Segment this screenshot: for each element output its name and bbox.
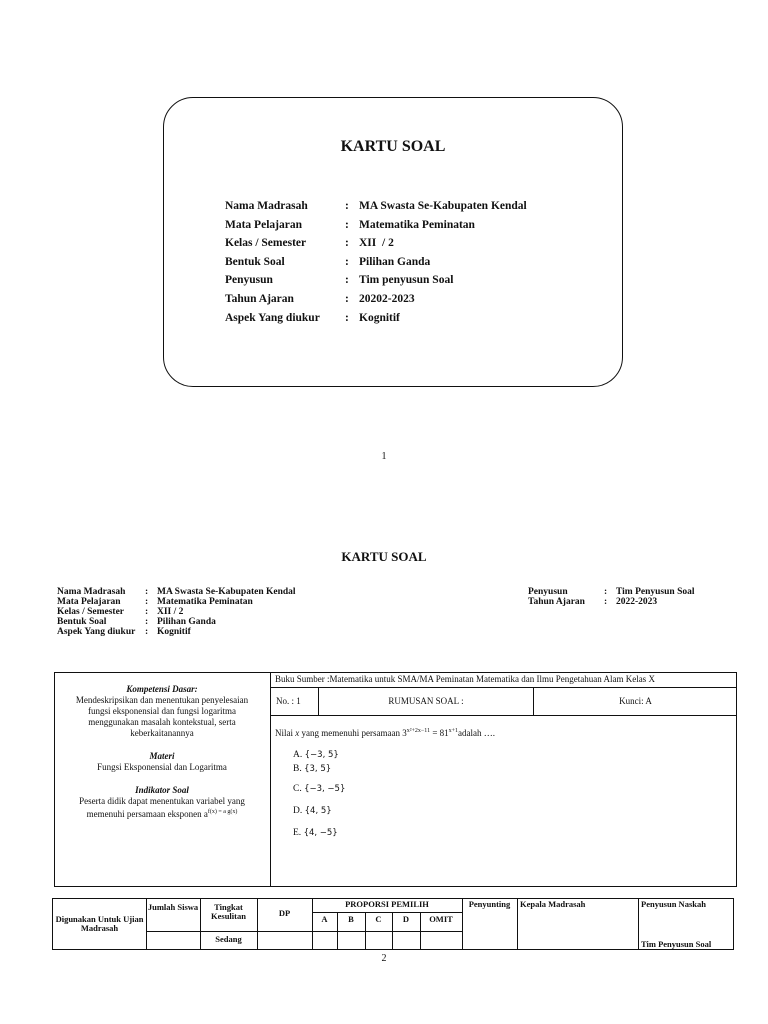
materi-text: Fungsi Eksponensial dan Logaritma [97, 762, 227, 772]
info-row: Penyusun : Tim penyusun Soal [225, 274, 454, 287]
option-d: D. {4, 5} [293, 806, 332, 816]
proporsi-col-a: A [321, 914, 328, 924]
info-row: Mata Pelajaran : Matematika Peminatan [225, 218, 475, 231]
rumusan-soal-label: RUMUSAN SOAL : [319, 688, 534, 715]
option-b: B. {3, 5} [293, 764, 332, 774]
penyusun-naskah-label: Penyusun Naskah [641, 899, 706, 909]
tingkat-kesulitan-value: Sedang [215, 934, 242, 944]
dp-label: DP [278, 908, 291, 918]
materi-header: Materi [149, 751, 175, 761]
info-row: Bentuk Soal : Pilihan Ganda [57, 617, 216, 627]
buku-sumber: Buku Sumber :Matematika untuk SMA/MA Peminatan Matematika dan Ilmu Pengetahuan Alam Kelas X [271, 672, 737, 688]
info-row: Aspek Yang diukur : Kognitif [225, 311, 400, 324]
answer-key: Kunci: A [619, 696, 652, 706]
info-row: Nama Madrasah : MA Swasta Se-Kabupaten Kendal [225, 200, 527, 212]
info-row: Mata Pelajaran : Matematika Peminatan [57, 597, 253, 607]
info-row: Aspek Yang diukur : Kognitif [57, 627, 191, 637]
review-table [52, 898, 734, 950]
question-number: No. : 1 [271, 688, 319, 715]
used-for-label: Digunakan Untuk Ujian Madrasah [55, 914, 144, 933]
indikator-math: f(x) = a g(x) [207, 809, 238, 815]
tingkat-kesulitan-label: Tingkat Kesulitan [211, 902, 246, 921]
materi-block [54, 751, 270, 773]
info-row: Kelas / Semester : XII / 2 [57, 607, 184, 617]
header-info-left [57, 587, 296, 637]
penyusun-naskah-value: Tim Penyusun Soal [641, 939, 712, 949]
option-e: E. {4, −5} [293, 828, 338, 838]
proporsi-label: PROPORSI PEMILIH [345, 899, 429, 909]
proporsi-col-b: B [348, 914, 354, 924]
cover-info [225, 200, 527, 330]
option-c: C. {−3, −5} [293, 784, 346, 794]
kompetensi-text: Mendeskripsikan dan menentukan penyelesaian fungsi eksponensial dan fungsi logaritma menggunakan masalah kontekstual, serta keberkaitanannya [75, 695, 249, 738]
info-row: Tahun Ajaran : 20202-2023 [225, 292, 415, 305]
page-number: 2 [381, 953, 387, 964]
indikator-text: Peserta didik dapat menentukan variabel yang memenuhi persamaan eksponen $a^{f(x) = a g(x)}$ [79, 796, 245, 819]
page-number: 1 [381, 451, 387, 462]
indikator-block [54, 785, 270, 820]
proporsi-col-d: D [402, 914, 410, 924]
proporsi-col-omit: OMIT [429, 914, 453, 924]
jumlah-siswa-label: Jumlah Siswa [147, 902, 199, 912]
page-title: KARTU SOAL [341, 549, 427, 564]
kompetensi-block [54, 684, 270, 739]
kepala-madrasah-label: Kepala Madrasah [520, 899, 586, 909]
card-title: KARTU SOAL [340, 138, 446, 155]
info-row: Penyusun : Tim Penyusun Soal [528, 587, 695, 597]
question-header-row [271, 688, 737, 716]
indikator-header: Indikator Soal [135, 785, 189, 795]
question-text: Nilai x yang memenuhi persamaan $3^{x^2+2x-11}$ = $81^{x+1}adalah$ …. [275, 728, 496, 738]
header-info-right [528, 587, 695, 607]
info-row: Kelas / Semester : XII / 2 [225, 237, 394, 250]
competency-column [54, 672, 271, 887]
proporsi-col-c: C [375, 914, 382, 924]
info-row: Bentuk Soal : Pilihan Ganda [225, 255, 431, 268]
info-row: Tahun Ajaran : 2022-2023 [528, 597, 658, 607]
info-row: Nama Madrasah : MA Swasta Se-Kabupaten Kendal [57, 587, 296, 597]
penyunting-label: Penyunting [468, 899, 511, 909]
option-a: A. {−3, 5} [293, 750, 339, 760]
answer-options [293, 750, 345, 839]
kompetensi-header: Kompetensi Dasar: [126, 684, 198, 694]
